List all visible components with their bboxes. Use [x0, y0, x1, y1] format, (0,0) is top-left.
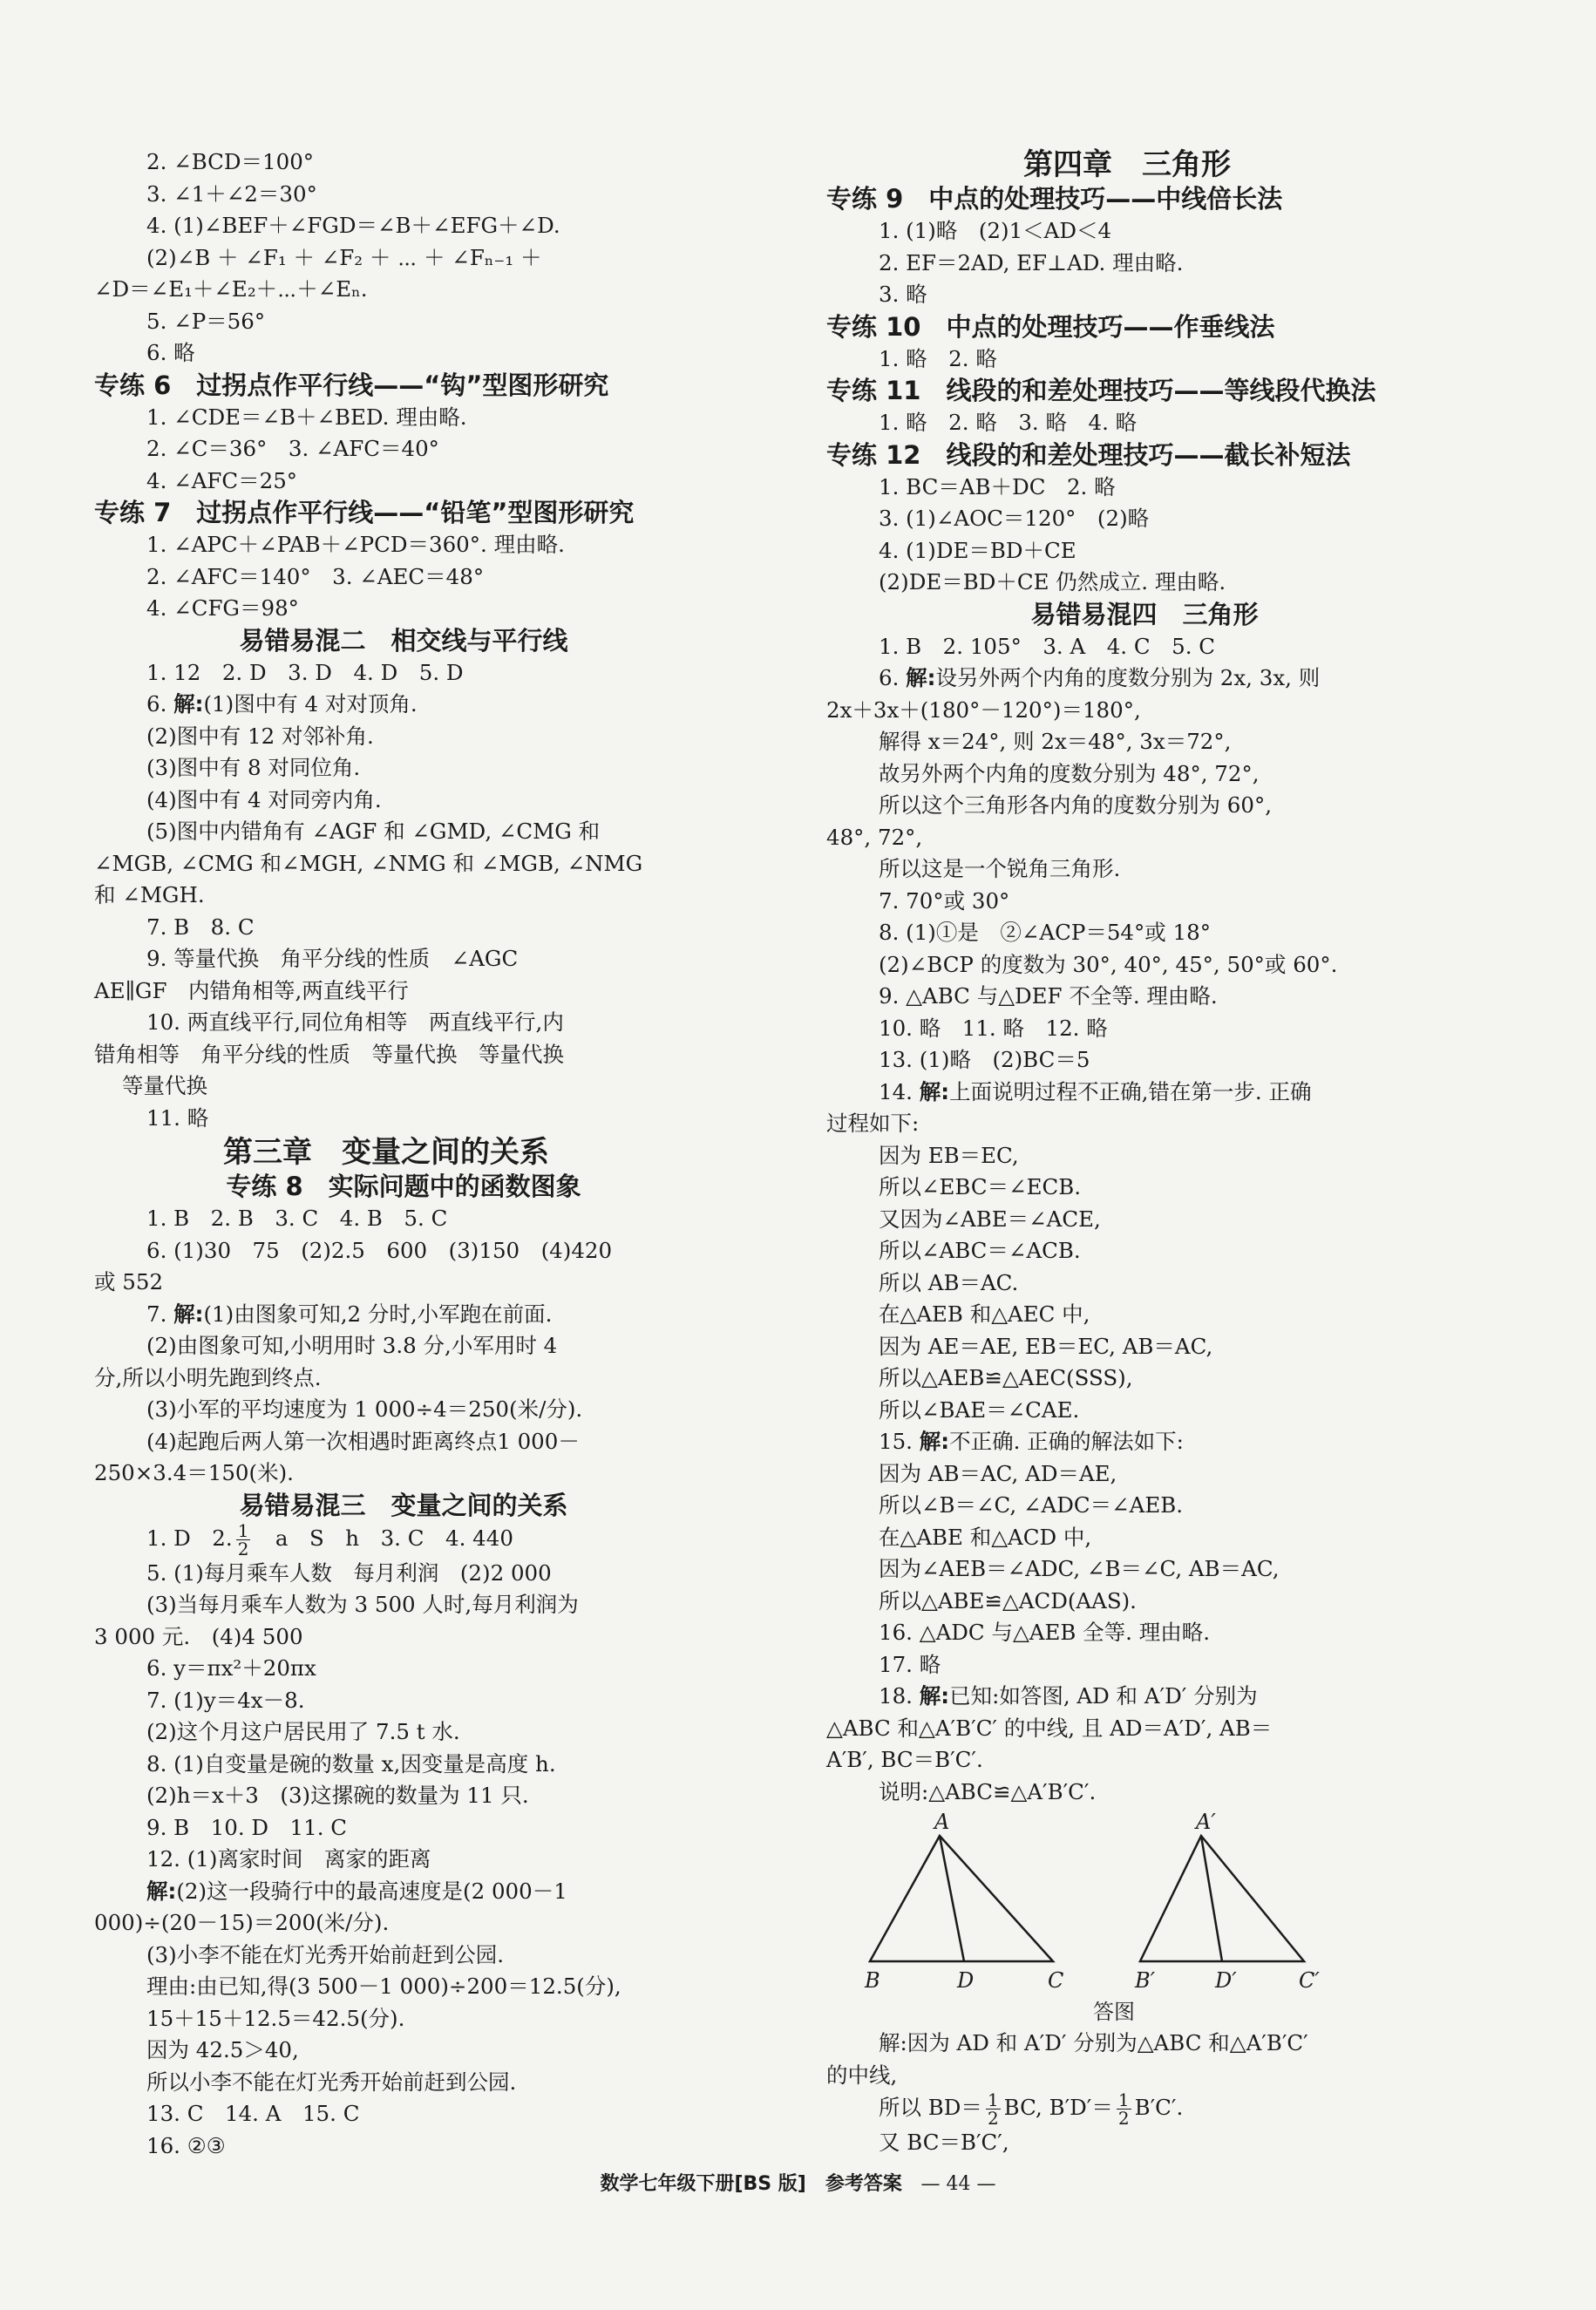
fraction-numerator: 1: [987, 2089, 999, 2110]
solution-label: 解:: [906, 665, 936, 690]
fraction: [236, 1519, 251, 1559]
fraction: [986, 2091, 1001, 2127]
vertex-label: C: [1048, 1968, 1064, 1993]
answer-line: 理由:由已知,得(3 500－1 000)÷200＝12.5(分),: [146, 1974, 621, 1999]
answer-line: 又因为∠ABE＝∠ACE,: [879, 1206, 1101, 1232]
left-column: [94, 146, 678, 2162]
answer-line: 13. (1)略 (2)BC＝5: [879, 1047, 1090, 1072]
answer-line: A′B′, BC＝B′C′.: [826, 1747, 983, 1772]
answer-line: 1. D 2. $\frac{1}{2}$ a S h 3. C 4. 440: [146, 1519, 513, 1559]
vertex-label: B: [865, 1968, 880, 1993]
solution-label: 解:: [146, 1878, 177, 1904]
solution-label: 解:: [919, 1683, 950, 1709]
answer-line: 在△ABE 和△ACD 中,: [879, 1524, 1092, 1550]
answer-line: 所以∠BAE＝∠CAE.: [879, 1396, 1080, 1423]
answer-line: 1. 略 2. 略: [879, 345, 997, 371]
answer-line: 14. 解:上面说明过程不正确,错在第一步. 正确: [879, 1078, 1312, 1104]
answer-line: 解得 x＝24°, 则 2x＝48°, 3x＝72°,: [879, 729, 1232, 754]
answer-line: 又 BC＝B′C′,: [879, 2130, 1009, 2155]
answer-line: 7. B 8. C: [146, 914, 255, 940]
answer-line: 9. △ABC 与△DEF 不全等. 理由略.: [879, 983, 1218, 1009]
page-number: — 44 —: [920, 2173, 996, 2195]
answer-line: 10. 两直线平行,同位角相等 两直线平行,内: [146, 1009, 564, 1035]
answer-line: 因为 EB＝EC,: [879, 1142, 1019, 1168]
answer-line: (2)由图象可知,小明用时 3.8 分,小军用时 4: [146, 1333, 558, 1358]
figure-caption: 答图: [1093, 2000, 1135, 2024]
triangle-abc: [864, 1813, 1063, 1993]
fraction-denominator: 2: [237, 1538, 249, 1559]
answer-line: 错角相等 角平分线的性质 等量代换 等量代换: [94, 1041, 564, 1067]
section-heading: 专练 6 过拐点作平行线——“钩”型图形研究: [94, 370, 609, 400]
vertex-label: A′: [1196, 1813, 1216, 1834]
answer-line: 等量代换: [122, 1073, 207, 1098]
answer-line: 1. B 2. 105° 3. A 4. C 5. C: [879, 633, 1216, 659]
answer-line: 8. (1)自变量是碗的数量 x,因变量是高度 h.: [146, 1750, 556, 1777]
answer-line: 因为 AB＝AC, AD＝AE,: [879, 1460, 1117, 1486]
answer-line: 8. (1)①是 ②∠ACP＝54°或 18°: [879, 920, 1211, 945]
answer-line: 6. 解:设另外两个内角的度数分别为 2x, 3x, 则: [879, 665, 1321, 690]
answer-line: 3 000 元. (4)4 500: [94, 1623, 303, 1649]
answer-line: 1. (1)略 (2)1＜AD＜4: [879, 218, 1112, 243]
answer-line: 4. (1)DE＝BD＋CE: [879, 537, 1076, 563]
answer-line: AE∥GF 内错角相等,两直线平行: [94, 977, 409, 1003]
answer-line: 所以 AB＝AC.: [879, 1269, 1019, 1295]
footer-title: 数学七年级下册[BS 版] 参考答案: [600, 2173, 902, 2195]
answer-line: 因为 AE＝AE, EB＝EC, AB＝AC,: [879, 1333, 1213, 1359]
answer-line: 2. ∠AFC＝140° 3. ∠AEC＝48°: [146, 563, 485, 589]
answer-line: 1. B 2. B 3. C 4. B 5. C: [146, 1206, 448, 1231]
answer-line: 9. 等量代换 角平分线的性质 ∠AGC: [146, 946, 519, 971]
solution-label: 解:: [919, 1078, 950, 1104]
answer-line: 5. ∠P＝56°: [146, 308, 266, 334]
solution-label: 解:: [173, 691, 204, 717]
answer-line: (2)h＝x＋3 (3)这摞碗的数量为 11 只.: [146, 1783, 529, 1808]
answer-line: (2)∠B ＋ ∠F₁ ＋ ∠F₂ ＋ ⋯ ＋ ∠Fₙ₋₁ ＋: [146, 244, 542, 270]
answer-line: (3)图中有 8 对同位角.: [146, 755, 361, 780]
answer-line: 3. (1)∠AOC＝120° (2)略: [879, 506, 1150, 531]
fraction-denominator: 2: [987, 2108, 999, 2129]
vertex-label: D: [957, 1968, 975, 1993]
answer-line: 1. ∠CDE＝∠B＋∠BED. 理由略.: [146, 404, 467, 430]
answer-line: 2x＋3x＋(180°－120°)＝180°,: [826, 696, 1141, 723]
page-footer: [0, 2169, 1596, 2196]
congruent-triangles-figure: [861, 1813, 1349, 1996]
answer-line: 48°, 72°,: [826, 824, 923, 850]
answer-line: 12. (1)离家时间 离家的距离: [146, 1846, 431, 1872]
right-column: [826, 146, 1428, 2159]
answer-line: 15＋15＋12.5＝42.5(分).: [146, 2005, 405, 2031]
answer-line: 7. 70°或 30°: [879, 887, 1010, 914]
subsection-heading: 易错易混二 相交线与平行线: [239, 625, 568, 656]
answer-line: 所以∠B＝∠C, ∠ADC＝∠AEB.: [879, 1492, 1184, 1518]
section-heading: 专练 11 线段的和差处理技巧——等线段代换法: [826, 376, 1376, 405]
answer-line: (3)小李不能在灯光秀开始前赶到公园.: [146, 1941, 504, 1967]
answer-line: 在△AEB 和△AEC 中,: [879, 1301, 1090, 1327]
answer-line: 9. B 10. D 11. C: [146, 1814, 348, 1840]
answer-line: 6. 解:(1)图中有 4 对对顶角.: [146, 691, 418, 717]
answer-line: 2. ∠C＝36° 3. ∠AFC＝40°: [146, 436, 439, 461]
answer-line: 16. △ADC 与△AEB 全等. 理由略.: [879, 1620, 1211, 1645]
triangle-a2b2c2: [1134, 1813, 1320, 1993]
answer-line: 2. ∠BCD＝100°: [146, 149, 315, 174]
answer-line: 所以小李不能在灯光秀开始前赶到公园.: [146, 2069, 517, 2095]
vertex-label: D′: [1215, 1968, 1237, 1993]
vertex-label: C′: [1299, 1968, 1320, 1993]
answer-line: 3. 略: [879, 282, 927, 307]
fraction: [1117, 2091, 1131, 2127]
answer-line: 所以∠ABC＝∠ACB.: [879, 1238, 1081, 1263]
vertex-label: B′: [1135, 1968, 1156, 1993]
answer-line: 11. 略: [146, 1104, 209, 1131]
answer-line: (2)DE＝BD＋CE 仍然成立. 理由略.: [879, 569, 1226, 594]
answer-line: (2)∠BCP 的度数为 30°, 40°, 45°, 50°或 60°.: [879, 951, 1338, 977]
section-heading: 专练 12 线段的和差处理技巧——截长补短法: [826, 439, 1351, 470]
answer-line: (2)图中有 12 对邻补角.: [146, 723, 374, 749]
answer-line: 解:(2)这一段骑行中的最高速度是(2 000－1: [146, 1878, 567, 1904]
vertex-label: A: [934, 1813, 950, 1834]
answer-line: 3. ∠1＋∠2＝30°: [146, 180, 317, 207]
solution-label: 解:: [173, 1301, 204, 1327]
section-heading: 专练 10 中点的处理技巧——作垂线法: [826, 311, 1275, 342]
answer-line: 所以△AEB≌△AEC(SSS),: [879, 1365, 1133, 1390]
answer-line: (4)图中有 4 对同旁内角.: [146, 786, 382, 812]
answer-line: (3)小军的平均速度为 1 000÷4＝250(米/分).: [146, 1396, 583, 1422]
answer-line: (2)这个月这户居民用了 7.5 t 水.: [146, 1719, 460, 1744]
answer-line: 15. 解:不正确. 正确的解法如下:: [879, 1429, 1184, 1454]
answer-line: 18. 解:已知:如答图, AD 和 A′D′ 分别为: [879, 1683, 1258, 1709]
answer-line: 因为 42.5＞40,: [146, 2037, 299, 2062]
solution-label: 解:: [919, 1429, 950, 1454]
fraction-numerator: 1: [1117, 2089, 1130, 2110]
answer-line: 解:因为 AD 和 A′D′ 分别为△ABC 和△A′B′C′: [879, 2030, 1308, 2055]
answer-line: 6. y＝πx²＋20πx: [146, 1655, 316, 1681]
median-line: [1201, 1836, 1222, 1961]
answer-line: 1. 12 2. D 3. D 4. D 5. D: [146, 659, 464, 685]
answer-figure: [826, 1813, 1428, 2028]
answer-line: 所以△ABE≌△ACD(AAS).: [879, 1587, 1137, 1614]
answer-line: 250×3.4＝150(米).: [94, 1460, 294, 1485]
answer-line: 分,所以小明先跑到终点.: [94, 1364, 322, 1390]
answer-line: 5. (1)每月乘车人数 每月利润 (2)2 000: [146, 1559, 552, 1586]
answer-line: 过程如下:: [826, 1111, 920, 1136]
answer-line: 6. (1)30 75 (2)2.5 600 (3)150 (4)420: [146, 1237, 613, 1263]
answer-line: 1. BC＝AB＋DC 2. 略: [879, 473, 1116, 499]
answer-line: 说明:△ABC≌△A′B′C′.: [879, 1778, 1097, 1804]
answer-line: 7. 解:(1)由图象可知,2 分时,小军跑在前面.: [146, 1301, 553, 1327]
median-line: [940, 1836, 964, 1961]
answer-line: 4. ∠AFC＝25°: [146, 467, 298, 493]
answer-line: 13. C 14. A 15. C: [146, 2101, 360, 2126]
answer-line: 和 ∠MGH.: [94, 882, 205, 907]
answer-line: 2. EF＝2AD, EF⊥AD. 理由略.: [879, 249, 1184, 275]
answer-line: ∠D＝∠E₁＋∠E₂＋⋯＋∠Eₙ.: [94, 276, 368, 302]
answer-line: 6. 略: [146, 340, 195, 365]
answer-line: 的中线,: [826, 2062, 898, 2088]
answer-line: △ABC 和△A′B′C′ 的中线, 且 AD＝A′D′, AB＝: [826, 1715, 1273, 1741]
answer-line: 4. (1)∠BEF＋∠FGD＝∠B＋∠EFG＋∠D.: [146, 213, 560, 238]
answer-line: 7. (1)y＝4x－8.: [146, 1687, 305, 1713]
answer-line: ∠MGB, ∠CMG 和∠MGH, ∠NMG 和 ∠MGB, ∠NMG: [94, 850, 643, 876]
section-heading: 专练 7 过拐点作平行线——“铅笔”型图形研究: [94, 498, 635, 527]
answer-line: 16. ②③: [146, 2132, 226, 2158]
fraction-numerator: 1: [237, 1519, 249, 1541]
answer-line: 或 552: [94, 1269, 164, 1294]
section-heading: 专练 9 中点的处理技巧——中线倍长法: [826, 184, 1283, 214]
answer-line: 1. ∠APC＋∠PAB＋∠PCD＝360°. 理由略.: [146, 532, 565, 557]
answer-line: 故另外两个内角的度数分别为 48°, 72°,: [879, 760, 1260, 786]
answer-line: (4)起跑后两人第一次相遇时距离终点1 000－: [146, 1428, 580, 1454]
triangle-outline: [1140, 1836, 1304, 1961]
answer-line: 所以这是一个锐角三角形.: [879, 856, 1121, 881]
answer-line: 000)÷(20－15)＝200(米/分).: [94, 1910, 390, 1935]
subsection-heading: 易错易混三 变量之间的关系: [239, 1490, 568, 1520]
fraction-denominator: 2: [1117, 2108, 1130, 2129]
answer-line: (5)图中内错角有 ∠AGF 和 ∠GMD, ∠CMG 和: [146, 819, 601, 844]
subsection-heading: 专练 8 实际问题中的函数图象: [226, 1172, 581, 1201]
answer-line: (3)当每月乘车人数为 3 500 人时,每月利润为: [146, 1592, 579, 1617]
answer-line: 4. ∠CFG＝98°: [146, 595, 299, 621]
subsection-heading: 易错易混四 三角形: [1030, 599, 1259, 629]
chapter-heading: 第四章 三角形: [1023, 147, 1231, 182]
answer-line: 所以这个三角形各内角的度数分别为 60°,: [879, 792, 1272, 818]
chapter-heading: 第三章 变量之间的关系: [223, 1135, 549, 1170]
answer-line: 因为∠AEB＝∠ADC, ∠B＝∠C, AB＝AC,: [879, 1556, 1280, 1581]
answer-line: 17. 略: [879, 1651, 941, 1677]
answer-line: 10. 略 11. 略 12. 略: [879, 1015, 1108, 1041]
answer-line: 1. 略 2. 略 3. 略 4. 略: [879, 410, 1138, 435]
answer-line: 所以 BD＝ $\frac{1}{2}$ BC, B′D′＝ $\frac{1}{2}$ B′C′.: [879, 2089, 1184, 2129]
answer-line: 所以∠EBC＝∠ECB.: [879, 1174, 1082, 1199]
